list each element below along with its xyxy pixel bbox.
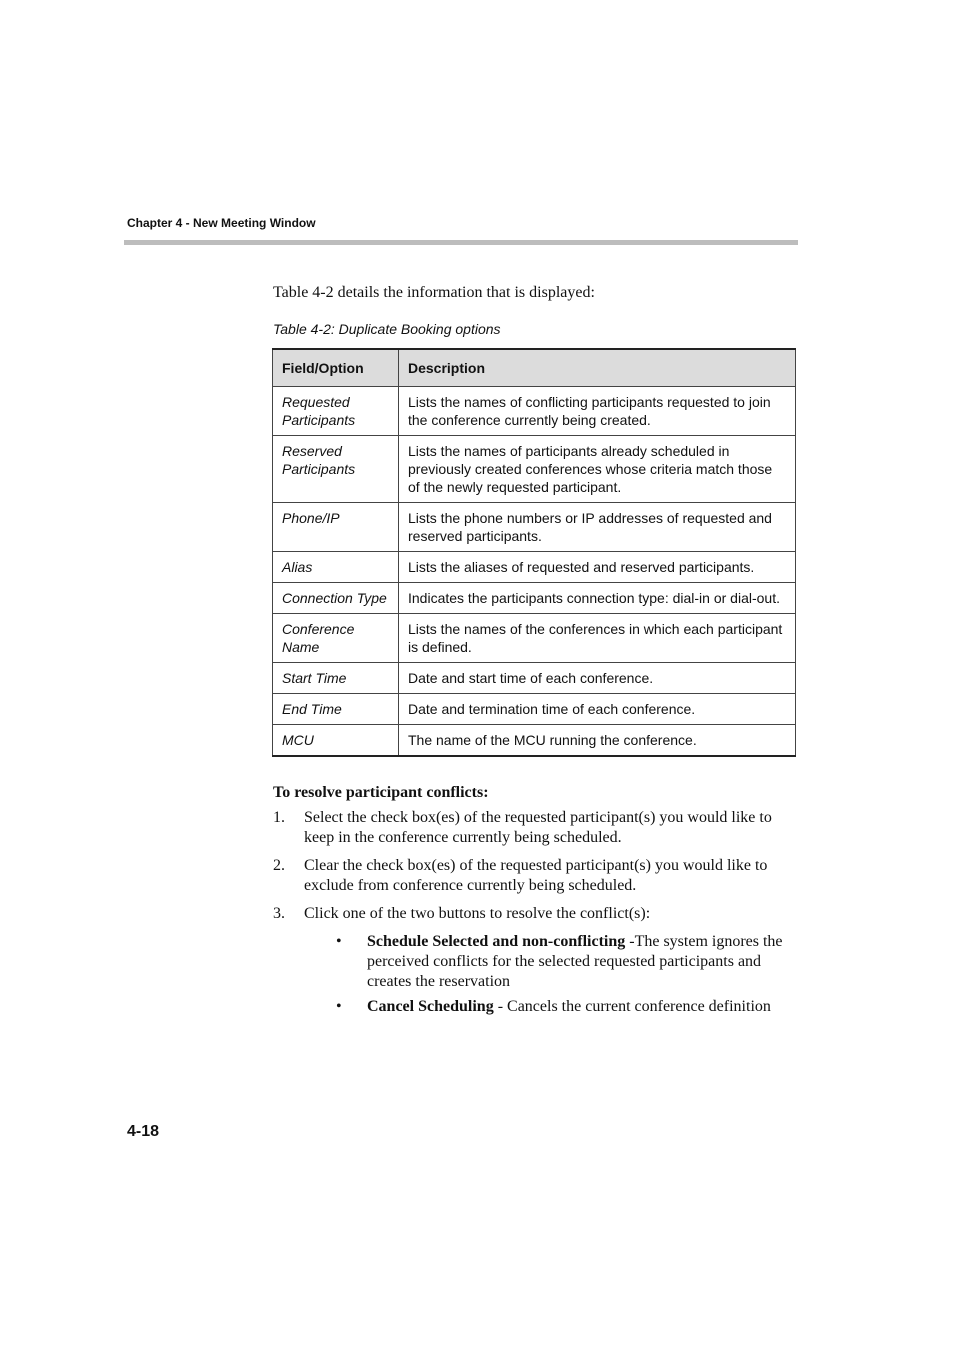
table-row [273,614,796,663]
field-cell: Alias [273,552,399,583]
table-row [273,725,796,757]
field-cell: Start Time [273,663,399,694]
bullet-icon: • [336,933,342,950]
bullet-text: -The system ignores the perceived conflicts for the selected requested participants and creates the reservation [367,933,783,990]
intro-paragraph: Table 4-2 details the information that is displayed: [273,284,595,301]
bullet-icon: • [336,998,342,1015]
column-header-description: Description [399,349,796,387]
table-row [273,387,796,436]
bullet-item [304,997,796,1017]
table-row [273,552,796,583]
description-cell: Lists the names of the conferences in which each participant is defined. [399,614,796,663]
description-cell: Lists the names of conflicting participants requested to join the conference currently being created. [399,387,796,436]
step-number: 2. [273,857,285,874]
table-row [273,663,796,694]
step-text: Select the check box(es) of the requested participant(s) you would like to keep in the conference currently being scheduled. [304,809,772,846]
column-header-field: Field/Option [273,349,399,387]
procedure-steps [273,808,796,1025]
chapter-header: Chapter 4 - New Meeting Window [127,216,316,230]
table-caption: Table 4-2: Duplicate Booking options [273,321,501,337]
bullet-text: - Cancels the current conference definition [493,998,771,1015]
field-cell: MCU [273,725,399,757]
procedure-heading: To resolve participant conflicts: [273,784,489,801]
duplicate-booking-table [272,348,796,757]
field-cell: Conference Name [273,614,399,663]
header-divider [124,240,798,245]
description-cell: The name of the MCU running the conference. [399,725,796,757]
step-item [273,904,796,1017]
field-cell: Reserved Participants [273,436,399,503]
description-cell: Date and termination time of each conference. [399,694,796,725]
bullet-bold-label: Schedule Selected and non-conflicting [367,933,626,950]
field-cell: Phone/IP [273,503,399,552]
table-row [273,436,796,503]
table-row [273,694,796,725]
description-cell: Lists the phone numbers or IP addresses of requested and reserved participants. [399,503,796,552]
page-number: 4-18 [127,1123,160,1140]
field-cell: End Time [273,694,399,725]
step-number: 1. [273,809,285,826]
description-cell: Date and start time of each conference. [399,663,796,694]
description-cell: Lists the names of participants already scheduled in previously created conferences whose criteria match those of the newly requested participant. [399,436,796,503]
table-row [273,583,796,614]
step-item [273,856,796,896]
bullet-item [304,932,796,992]
step-text: Click one of the two buttons to resolve the conflict(s): [304,905,651,922]
step-item [273,808,796,848]
step-text: Clear the check box(es) of the requested participant(s) you would like to exclude from conference currently being scheduled. [304,857,768,894]
table-header-row [273,349,796,387]
description-cell: Lists the aliases of requested and reserved participants. [399,552,796,583]
step-number: 3. [273,905,285,922]
field-cell: Requested Participants [273,387,399,436]
bullet-list [304,932,796,1017]
field-cell: Connection Type [273,583,399,614]
description-cell: Indicates the participants connection type: dial-in or dial-out. [399,583,796,614]
table-row [273,503,796,552]
bullet-bold-label: Cancel Scheduling [367,998,494,1015]
